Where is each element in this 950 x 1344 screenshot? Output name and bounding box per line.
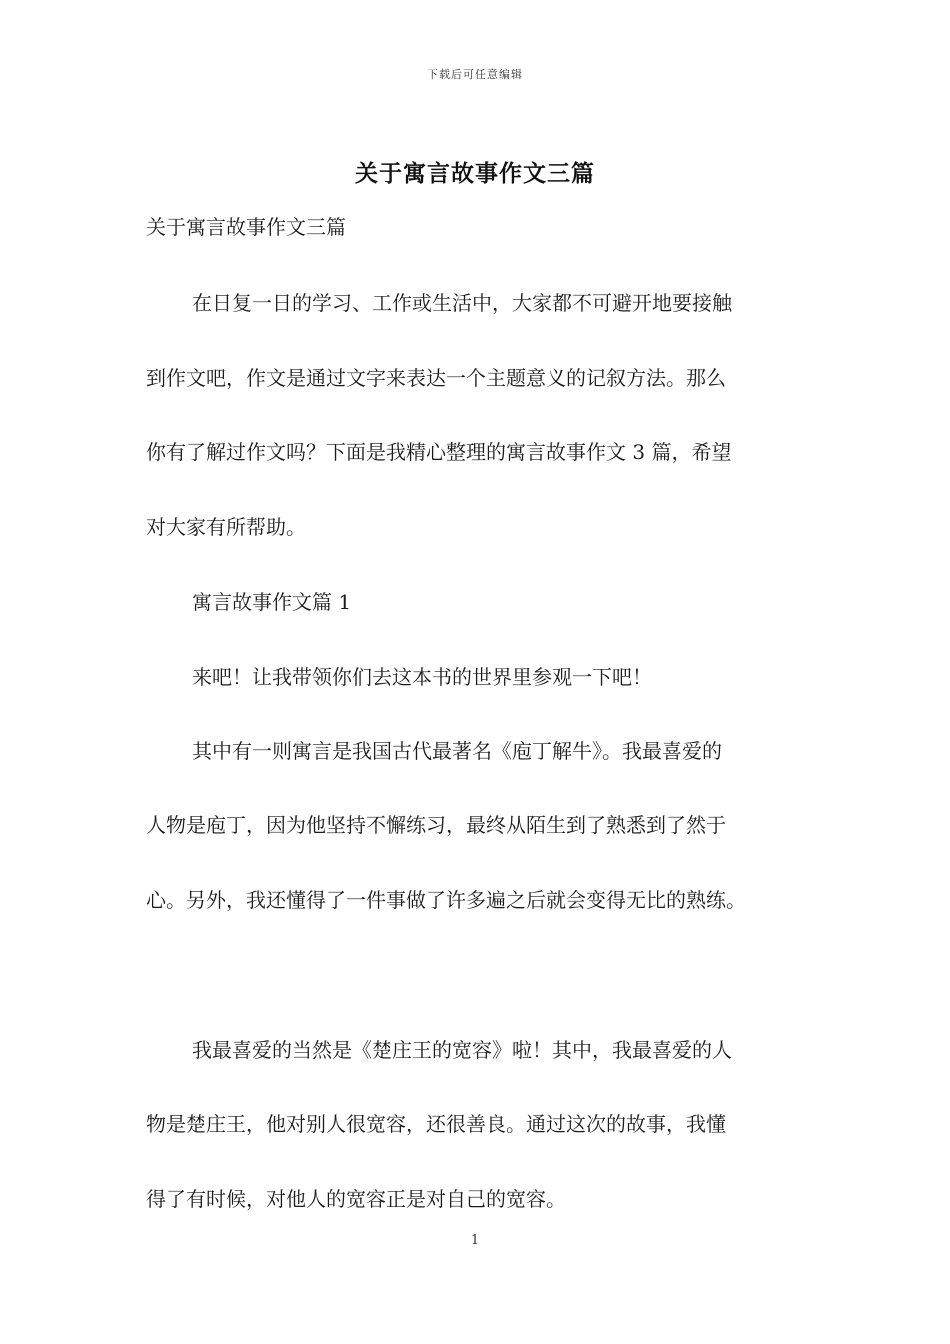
document-title: 关于寓言故事作文三篇 — [355, 160, 595, 187]
header-note: 下载后可任意编辑 — [427, 68, 523, 81]
paragraph-1: 来吧！让我带领你们去这本书的世界里参观一下吧！ — [192, 665, 652, 689]
intro-line-2: 到作文吧，作文是通过文字来表达一个主题意义的记叙方法。那么 — [146, 366, 726, 390]
intro-line-3: 你有了解过作文吗？下面是我精心整理的寓言故事作文 3 篇，希望 — [146, 440, 732, 464]
document-subtitle: 关于寓言故事作文三篇 — [146, 215, 346, 239]
paragraph-2-line-3: 心。另外，我还懂得了一件事做了许多遍之后就会变得无比的熟练。 — [146, 888, 746, 912]
paragraph-3-line-3: 得了有时候，对他人的宽容正是对自己的宽容。 — [146, 1187, 566, 1211]
paragraph-2-line-1: 其中有一则寓言是我国古代最著名《庖丁解牛》。我最喜爱的 — [192, 739, 722, 763]
section-heading: 寓言故事作文篇 1 — [192, 590, 352, 614]
page-number: 1 — [470, 1233, 480, 1248]
intro-line-1: 在日复一日的学习、工作或生活中，大家都不可避开地要接触 — [192, 291, 732, 315]
intro-line-4: 对大家有所帮助。 — [146, 515, 306, 539]
paragraph-3-line-2: 物是楚庄王，他对别人很宽容，还很善良。通过这次的故事，我懂 — [146, 1112, 726, 1136]
paragraph-2-line-2: 人物是庖丁，因为他坚持不懈练习，最终从陌生到了熟悉到了然于 — [146, 813, 726, 837]
paragraph-3-line-1: 我最喜爱的当然是《楚庄王的宽容》啦！其中，我最喜爱的人 — [192, 1038, 732, 1062]
